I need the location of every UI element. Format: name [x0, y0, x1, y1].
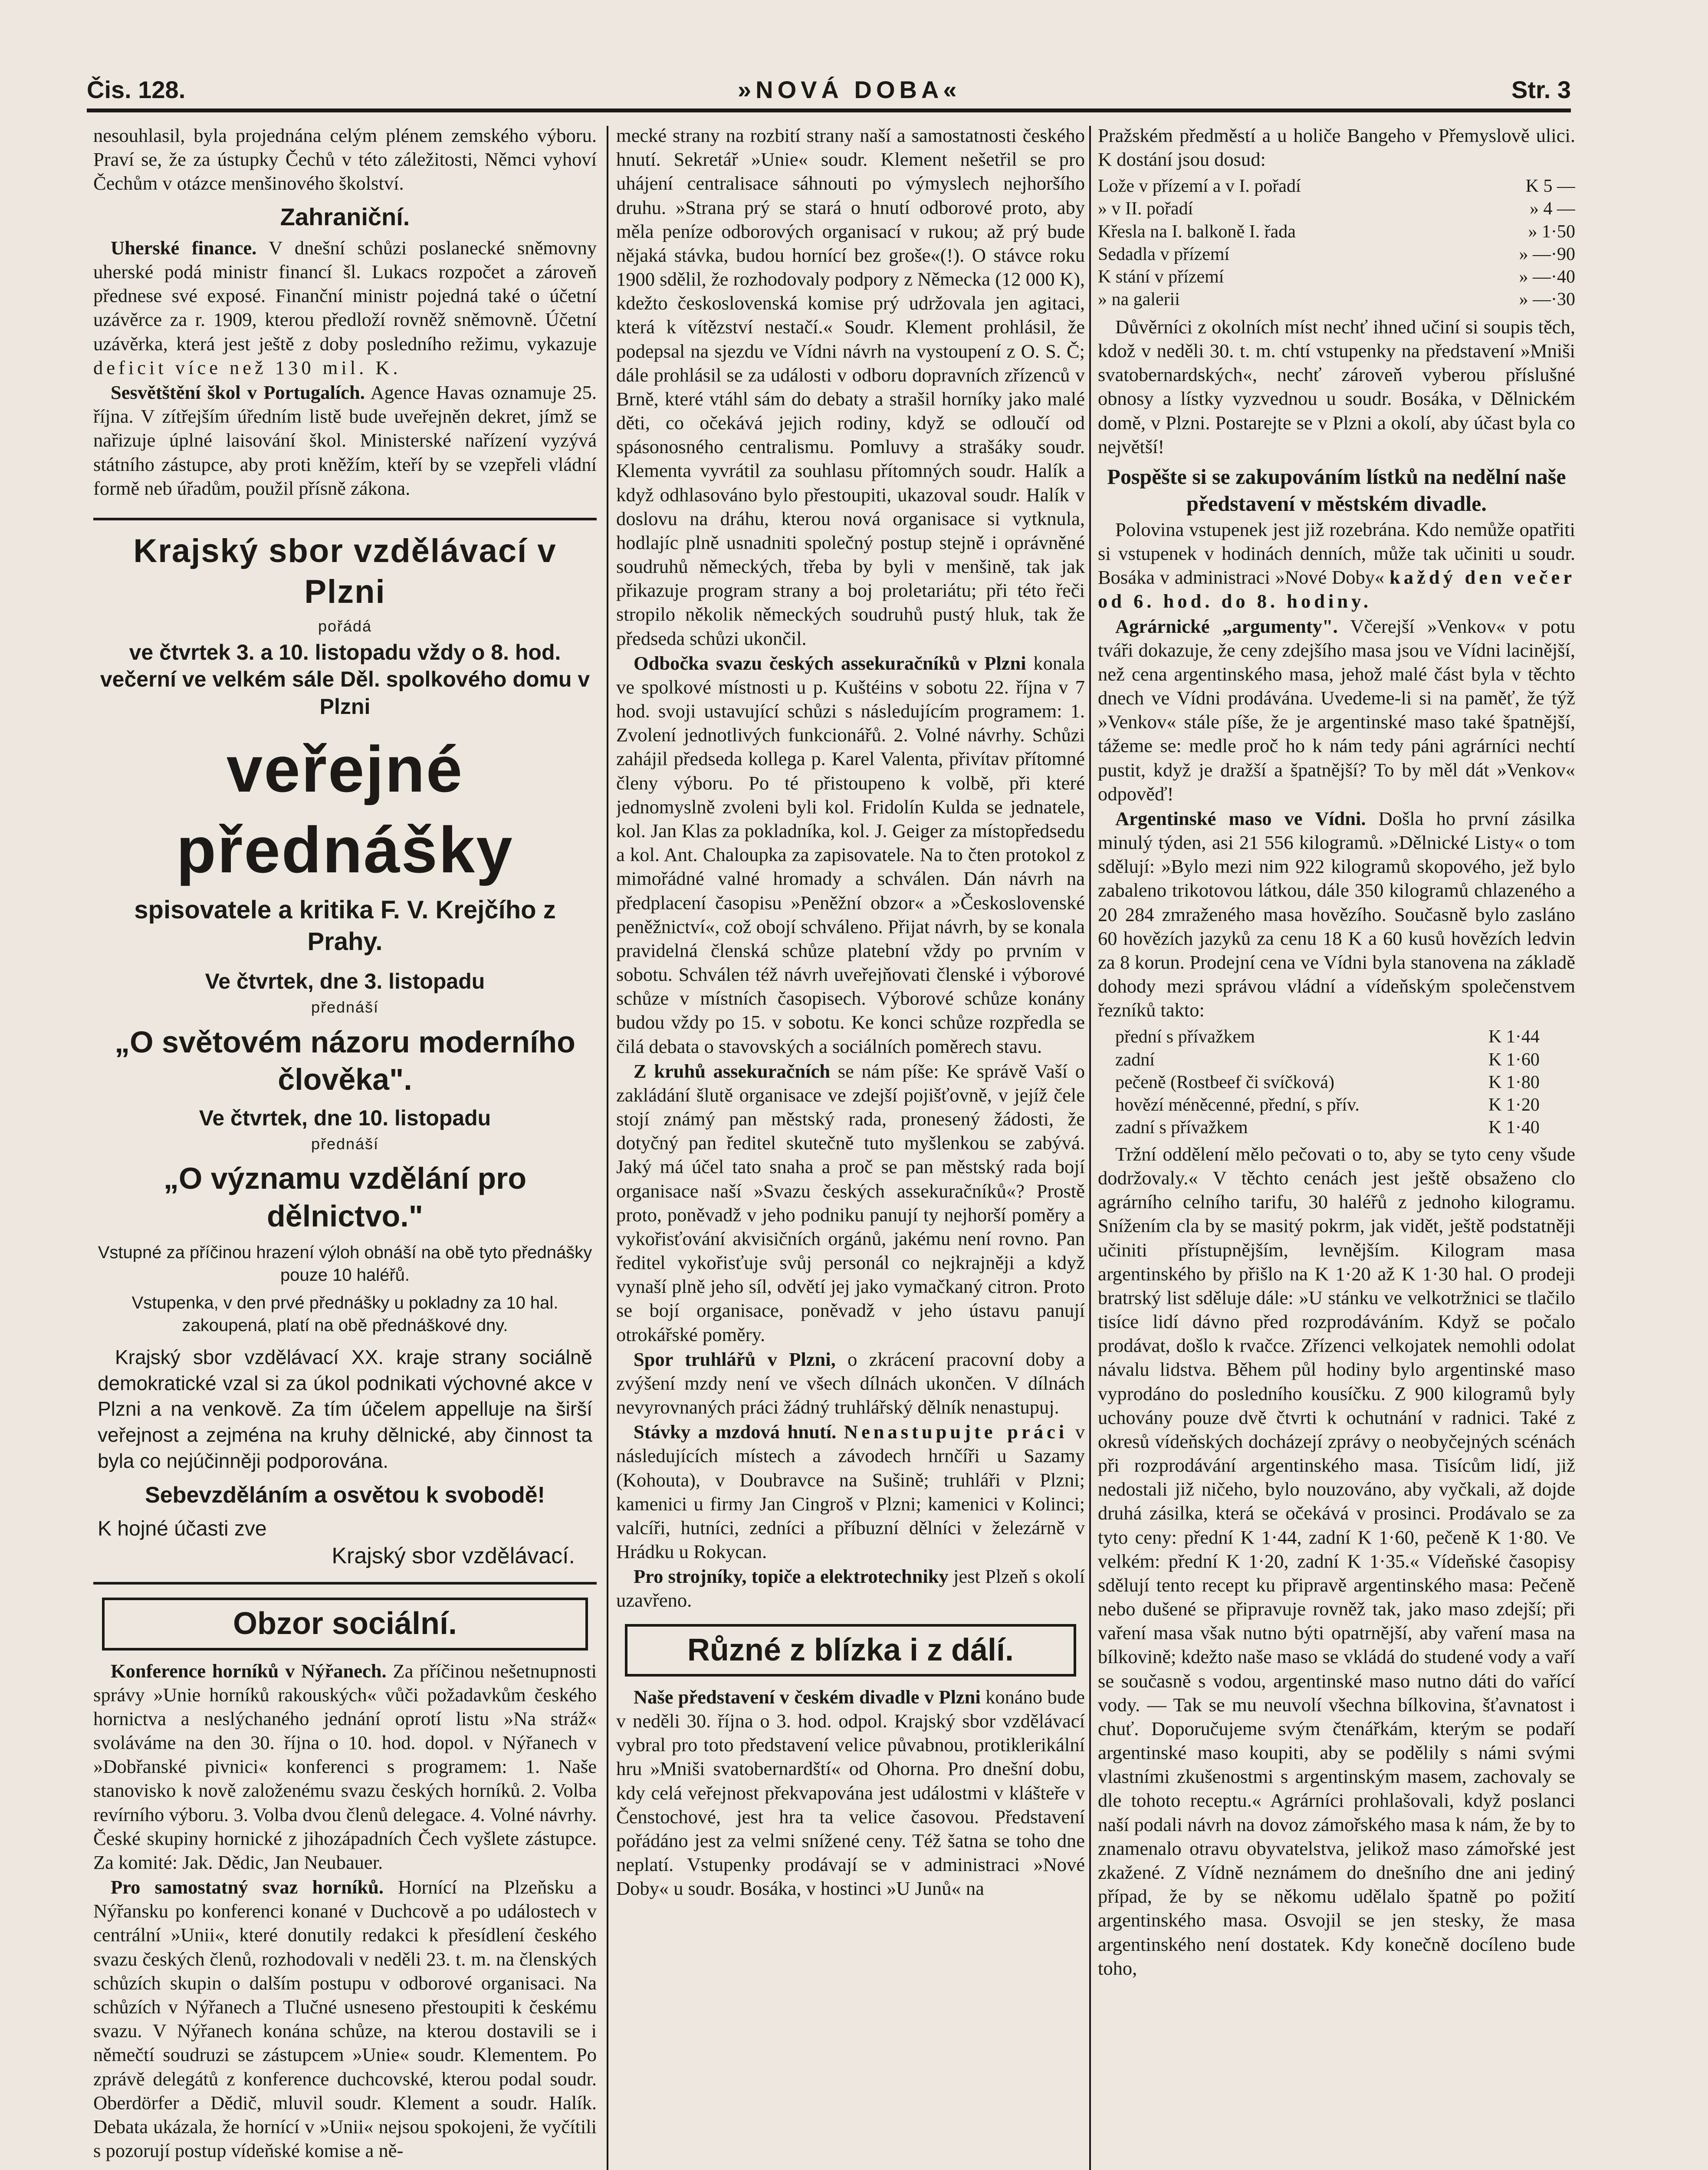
column-1 — [93, 124, 597, 2170]
ticket-price-row — [1098, 266, 1575, 288]
ticket-price-row — [1098, 243, 1575, 266]
page-header — [87, 69, 1571, 112]
section-title-ruzne: Různé z blízka i z dálí. — [625, 1624, 1076, 1677]
meat-price-row — [1098, 1116, 1575, 1139]
article-odbocka: Odbočka svazu českých assekuračníků v Plzni konala ve spolkové místnosti u p. Kuštéins v sobotu 22. října v 7 hod. svoji ustavující schůzi s následujícím programem: 1. Zvolení jednotlivých funkcionářů. 2. Volné návrhy. Schůzi zahájil předseda kollega p. Karel Valenta, přivítav přítomné členy výboru. Po té přistoupeno k volbě, při které jednomyslně zvoleni byli kol. Fridolín Kulda se jednatele, kol. Jan Klas za pokladníka, kol. J. Geiger za místopředsedu a kol. Ant. Chaloupka za zapisovatele. Na to čten protokol z mimořádné valné hromady a schválen. Dán návrh na předplacení časopisu »Peněžní obzor« a »Československé peněžnictví«, což obojí schváleno. Přijat návrh, by se konala pravidelná členská schůze platební vždy po prvním v sobotu. Schválen též návrh uveřejňovati členské i výborové schůze v místních časopisech. Výborové schůze konány budou vždy po 15. v sobotu. Ke konci schůze rozpředla se čilá debata o stavovských a sociálních poměrech stavu. — [616, 652, 1085, 1057]
article-heading: Pro samostatný svaz horníků. — [111, 1876, 384, 1898]
row-label: hovězí méněcenné, přední, s přív. — [1115, 1095, 1360, 1115]
row-label: Lože v přízemí a v I. pořadí — [1098, 176, 1301, 197]
article-kruhu: Z kruhů assekuračních se nám píše: Ke správě Vaší o zakládání šlutě organisace ve zdejší pojišťovně, v jejíž čele stojí známý pan městský rada, pronesený žádosti, že dotyčný pan ředitel skutečně tuto myšlenkou se zabývá. Jaký má účel tato snaha a proč se pan městský rada bojí organisace naší »Svazu českých assekuračníků«? Prostě proto, poněvadž v jeho podniku panují ty nejhorší poměry a vykořisťování akvisičních orgánů, jakému není rovno. Pan ředitel vykořisťuje svůj personál co nejkrajněji a když vynaší plně jeho síl, odvětí jej jako vymačkaný citron. Proto se bojí organisace, poněvadž v jeho ústavu panují otrokářské poměry. — [616, 1060, 1085, 1345]
section-title-zahranicni: Zahraniční. — [280, 203, 410, 230]
row-value: K 1·44 — [1488, 1027, 1540, 1047]
ad-day-2: Ve čtvrtek, dne 10. listopadu — [199, 1106, 491, 1131]
continuation-paragraph: mecké strany na rozbití strany naší a samostatnosti českého hnutí. Sekretář »Unie« soudr. Klement nešetřil se pro uhájení centralisace sáhnouti po výmyslech nejhoršího druhu. »Strana prý se stará o hnutí odborové proto, aby měla peníze odborových organisací v rukou; až prý bude nějaká stávka, budou hornící bez groše«(!). O stávce roku 1900 sdělil, že rozhodovaly podpory z Německa (12 000 K), kdežto československá komise prý udržovala jen agitaci, která k vítězství nestačí.« Soudr. Klement prohlásil, že podepsal na sjezdu ve Vídni návrh na vystoupení z O. S. Č; dále prohlásil se za události v odboru dopravních zřízenců v Brně, které vtáhl sám do debaty a strašil horníky jako malé děti, co očekává jejich rodiny, když se odloučí od spásonosného centralismu. Pomluvy a strašáky soudr. Klementa vyvrátil za souhlasu přítomných soudr. Halík a když odhlasováno bylo přestoupiti, ukazoval soudr. Halík v doslovu na dráhu, kterou nová organisace si vytknula, hodlajíc plně usnadniti společný postup stejně i oprávněné soudruhů německých, třeba by byli v menšině, tak jak přikazuje program strany a boj proletariátu; při této řeči stropilo několik německých soudruhů pustý hluk, tak že předseda schůzi ukončil. — [616, 125, 1085, 649]
ticket-price-row — [1098, 288, 1575, 311]
row-label: » v II. pořadí — [1098, 199, 1193, 219]
ticket-price-row — [1098, 175, 1575, 197]
ad-organizer: Krajský sbor vzdělávací v Plzni — [133, 532, 557, 611]
ad-body: Krajský sbor vzdělávací XX. kraje strany sociálně demokratické vzal si za úkol podnikati výchovné akce v Plzni a na venkově. Za tím účelem appelluje na širší veřejnost a zejména na kruhy dělnické, aby činnost ta byla co nejúčinněji podporována. — [98, 1345, 592, 1473]
stavky-label: Nenastupujte práci — [844, 1421, 1068, 1443]
ticket-price-row — [1098, 197, 1575, 220]
article-heading: Pro strojníky, topiče a elektrotechniky — [634, 1565, 949, 1588]
ad-porada: pořádá — [318, 617, 372, 635]
meat-price-row — [1098, 1049, 1575, 1071]
ad-tickets: Vstupenka, v den prvé přednášky u pokladny za 10 hal. zakoupená, platí na obě přednáškové dny. — [131, 1293, 558, 1335]
article-samostatny-svaz: Pro samostatný svaz horníků. Hornící na Plzeňsku a Nýřansku po konferenci konané v Duchcově a po událostech v centrální »Unii«, které donutily redakci k přesídlení českého svazu českých členů, rozhodovali v neděli 23. t. m. na členských schůzích skupin o dalším postupu v odborové organisaci. Na schůzích v Nýřanech a Tlučné usneseno přestoupiti k českému svazu. V Nýřanech konána schůze, na kterou dostavili se i němečtí soudruzi se zástupcem »Unie« soudr. Klementem. Po zprávě delegátů z konference duchcovské, kterou podal soudr. Oberdörfer a Dědič, mluvil soudr. Klement a soudr. Halík. Debata ukázala, že hornící v »Unii« nejsou spokojeni, že vyčítili s pozorují postup vídeňské komise a ně- — [93, 1876, 597, 2162]
ad-prednasi-2: přednáší — [311, 1134, 379, 1153]
row-value: » —·30 — [1519, 289, 1575, 309]
article-heading: Stávky a mzdová hnutí. — [634, 1421, 837, 1443]
column-3 — [1098, 124, 1575, 2170]
deficit-emphasis: deficit více než 130 mil. K. — [93, 356, 401, 378]
article-konference: Konference horníků v Nýřanech. Za příčinou nešetnupnosti správy »Unie horníků rakouských« vůči požadavkům českého hornictva a neslýchaného jednání oprotí listu »Na stráž« svoláváme na den 30. října o 10. hod. dopol. v Nýřanech v »Dobřanské pivnici« konferenci s programem: 1. Naše stanovisko k nově založenému svazu českých horníků. 2. Volba revírního výboru. 3. Volba dvou členů delegace. 4. Volné návrhy. České skupiny hornické z jihozápadních Čech vyšlete zástupce. Za komité: Jak. Dědic, Jan Neubauer. — [93, 1660, 597, 1873]
row-value: K 1·20 — [1488, 1095, 1540, 1115]
meat-price-row — [1098, 1094, 1575, 1116]
ad-day-1: Ve čtvrtek, dne 3. listopadu — [205, 969, 485, 994]
ad-prednasi-1: přednáší — [311, 998, 379, 1016]
ad-lecture-1: „O světovém názoru moderního člověka". — [115, 1025, 575, 1097]
article-uherske-finance: Uherské finance. V dnešní schůzi poslanecké sněmovny uherské podá ministr financí šl. Lukacs rozpočet a zároveň přednese své exposé. Finanční ministr pojedná také o účetní uzávěrce za r. 1909, kterou předloží rovněž sněmovně. Účetní uzávěrka, která jest ještě z doby posledního režimu, vykazuje deficit více než 130 mil. K. — [93, 237, 597, 378]
row-value: K 1·80 — [1488, 1072, 1540, 1092]
article-heading: Naše představení v českém divadle v Plzni — [634, 1686, 981, 1708]
meat-price-table — [1098, 1026, 1575, 1138]
row-label: Křesla na I. balkoně I. řada — [1098, 221, 1296, 242]
row-label: Sedadla v přízemí — [1098, 244, 1230, 264]
article-heading: Z kruhů assekuračních — [634, 1060, 831, 1082]
article-nase-predstaveni: Naše představení v českém divadle v Plzni konáno bude v neděli 30. října o 3. hod. odpol. Krajský sbor vzdělávací vybral pro toto představení velice půvabnou, protiklerikální hru »Mniši svatobernardští« od Ohorna. Pro dnešní dobu, kdy celá veřejnost překvapována jest událostmi v klášteře v Čenstochové, jest hra ta velice časovou. Představení pořádáno jest za velmi snížené ceny. Též šatna se toho dne neplatí. Vstupenky prodávají se v administraci »Nové Doby« u soudr. Bosáka, v hostinci »U Junů« na — [616, 1686, 1085, 1900]
row-value: » 4 — — [1530, 199, 1575, 219]
article-strojniky: Pro strojníky, topiče a elektrotechniky jest Plzeň s okolí uzavřeno. — [616, 1565, 1085, 1611]
row-value: » —·40 — [1519, 266, 1575, 287]
row-value: » 1·50 — [1528, 221, 1575, 242]
article-truhlaru: Spor truhlářů v Plzni, o zkrácení pracovní doby a zvýšení mzdy není ve všech dílnách ukončen. V dílnách nevyrovnaných práci žádný truhlářský dělník nenastupuj. — [616, 1348, 1085, 1418]
lecture-advertisement — [93, 518, 597, 1585]
ad-signature: Krajský sbor vzdělávací. — [332, 1543, 575, 1568]
ad-invite: K hojné účasti zve — [98, 1517, 267, 1541]
row-label: přední s přívažkem — [1115, 1027, 1255, 1047]
intro-paragraph: nesouhlasil, byla projednána celým plénem zemského výboru. Praví se, že za ústupky Čechů v této záležitosti, Němci vyhoví Čechům v otázce menšinového školství. — [93, 125, 597, 194]
article-heading: Spor truhlářů v Plzni, — [634, 1348, 836, 1370]
section-title-obzor: Obzor sociální. — [102, 1598, 588, 1650]
row-value: K 1·60 — [1488, 1049, 1540, 1070]
article-heading: Argentinské maso ve Vídni. — [1115, 807, 1366, 829]
meat-price-row — [1098, 1071, 1575, 1094]
paragraph-meat-continued: Tržní oddělení mělo pečovati o to, aby se tyto ceny všude dodržovaly.« V těchto cenách jest ještě obsaženo clo agrárního celního tarifu, 30 haléřů z jednoho kilogramu. Snížením cla by se masitý pokrm, jak vidět, ještě podstatněji učiniti přístupnějším, levnějším. Kilogram masa argentinského by přišlo na K 1·20 až K 1·30 hal. O prodeji bratrský list sděluje dále: »U stánku ve velkotržnici se tlačilo tisíce lidí dávno před rozprodáváním. Když se počalo prodávat, došlo k rvačce. Zřízenci velkojatek nemohli odolat návalu lidstva. Během půl hodiny bylo argentinské maso vyprodáno do posledního kousíčku. Z 900 kilogramů byly uchovány pouze dvě čtvrti k ochutnání v radnici. Také z okresů vídeňských docházejí zprávy o neobyčejných scénách při rozprodávání argentinského masa. Tisícům lidí, již nedostali již ničeho, bylo nouzováno, aby vyčkali, až dojde druhá zásilka, která se očekává v prosinci. Prodávalo se za tyto ceny: přední K 1·44, zadní K 1·60, pečeně K 1·80. Ve velkém: přední K 1·20, zadní K 1·35.« Vídeňské časopisy sdělují tento recept ku připravě argentinského masa: Pečeně nebo dušené se připravuje rovněž tak, jako maso zdejší; při vaření masa však nutno býti opatrnější, aby vaření masa na bílkovině; kdežto naše maso se vkládá do studené vody a vaří se současně s vodou, argentinské maso nutno dáti do vařící vody. — Tak se mu neuvolí všechna bílkovina, šťavnatost i chuť. Doporučujeme svým čtenářkám, kterým se podaří argentinské maso koupiti, aby se podělily s námi svými vlastními zkušenostmi s argentinským masem, zachovaly se dle tohoto receptu.« Agrárníci prohlašovali, když poslanci naší podali návrh na dovoz zámořského masa k nám, že by to znamenalo otravu obyvatelstva, jelikož maso zámořské jest zkažené. Z Vídně neznámem do dnešního dne ani jediný případ, že by se někomu udělalo špatně po požití argentinského masa. Osvojil se jen stesky, že masa argentinského není dostatek. Kdy konečně docíleno bude toho, — [1098, 1143, 1575, 1979]
row-label: » na galerii — [1098, 289, 1180, 309]
row-label: pečeně (Rostbeef či svíčková) — [1115, 1072, 1334, 1092]
article-argentinske-maso: Argentinské maso ve Vídni. Došla ho první zásilka minulý týden, asi 21 556 kilogramů. »Dělnické Listy« o tom sdělují: »Bylo mezi nim 922 kilogramů skopového, jež bylo zabaleno trikotovou látkou, dále 350 kilogramů chlazeného a 20 284 zmraženého masa hovězího. Současně bylo zasláno 60 hovězích jazyků za cenu 18 K a 60 kusů hovězích ledvin za 8 korun. Prodejní cena ve Vídni byla stanovena na základě dohody mezi správou vládní a vídeňským společenstvem řezníků takto: — [1098, 807, 1575, 1021]
newspaper-title: »NOVÁ DOBA« — [738, 76, 961, 103]
article-heading: Odbočka svazu českých assekuračníků v Plzni — [634, 652, 1026, 674]
article-heading: Sesvětštění škol v Portugalích. — [111, 381, 365, 403]
article-heading-pospeste: Pospěšte si se zakupováním lístků na nedělní naše představení v městském divadle. — [1107, 464, 1566, 516]
row-label: K stání v přízemí — [1098, 266, 1224, 287]
paragraph-duvernici: Důvěrníci z okolních míst nechť ihned učiní si soupis těch, kdož v neděli 30. t. m. chtí vstupenky na představení »Mniši svatobernardských«, nechť zároveň vyberou příslušné obnosy a lístky vyzvednou u soudr. Bosáka, v Dělnickém domě, v Plzni. Postarejte se v Plzni a okolí, aby účast byla co největší! — [1098, 316, 1575, 457]
article-portugal: Sesvětštění škol v Portugalích. Agence Havas oznamuje 25. října. V zítřejším úředním listě bude uveřejněn dekret, jímž se nařizuje úplné laisování škol. Ministerské nařízení vyzývá státního zástupce, aby proti kněžím, kteří by se vzepřeli vládní formě neb úřadům, použil přísně zákona. — [93, 381, 597, 499]
ad-entry-fee: Vstupné za příčinou hrazení výloh obnáší na obě tyto přednášky pouze 10 haléřů. — [98, 1243, 592, 1285]
ad-slogan: Sebevzděláním a osvětou k svobodě! — [145, 1482, 545, 1508]
article-heading: Konference horníků v Nýřanech. — [111, 1660, 387, 1682]
column-2 — [616, 124, 1085, 2170]
ad-dates: ve čtvrtek 3. a 10. listopadu vždy o 8. hod. večerní ve velkém sále Děl. spolkového domu v Plzni — [100, 640, 590, 719]
opening-hours: každý den večer od 6. hod. do 8. hodiny. — [1098, 566, 1575, 612]
ad-main-title: veřejné přednášky — [176, 733, 514, 887]
article-heading: Agrárnické „argumenty". — [1115, 615, 1338, 637]
continuation-paragraph: Pražském předměstí a u holiče Bangeho v Přemyslově ulici. K dostání jsou dosud: — [1098, 125, 1575, 171]
row-label: zadní s přívažkem — [1115, 1117, 1248, 1138]
article-heading: Uherské finance. — [111, 237, 257, 259]
article-pospeste: Polovina vstupenek jest již rozebrána. Kdo nemůže opatřiti si vstupenek v hodinách denních, může tak učiniti u soudr. Bosáka v administraci »Nové Doby« každý den večer od 6. hod. do 8. hodiny. — [1098, 518, 1575, 612]
row-label: zadní — [1115, 1049, 1155, 1070]
row-value: » —·90 — [1519, 244, 1575, 264]
ticket-price-table — [1098, 175, 1575, 310]
row-value: K 1·40 — [1488, 1117, 1540, 1138]
ticket-price-row — [1098, 220, 1575, 243]
meat-price-row — [1098, 1026, 1575, 1048]
column-rule-2 — [1089, 126, 1091, 2170]
column-rule-1 — [607, 126, 608, 2170]
row-value: K 5 — — [1525, 176, 1575, 197]
ad-lecture-2: „O významu vzdělání pro dělnictvo." — [163, 1161, 527, 1233]
page-number: Str. 3 — [1511, 76, 1571, 103]
article-agrarni: Agrárnické „argumenty". Včerejší »Venkov« v potu tváři dokazuje, že ceny zdejšího masa jsou ve Vídni lacinější, než cena argentinského masa, jehož malé část byla v těchto dnech ve Vídni prodávána. Uvedeme-li si na paměť, že týž »Venkov« stále píše, že je argentinské maso také špatnější, tážeme se: medle proč ho k nám tedy páni agrárníci nechtí pustit, když je dražší a špatnější? To by měl dát »Venkov« odpověď! — [1098, 615, 1575, 805]
ad-author: spisovatele a kritika F. V. Krejčího z Prahy. — [134, 896, 556, 956]
article-stavky: Stávky a mzdová hnutí. Nenastupujte práci v následujících místech a závodech hrnčíři u Sazamy (Kohouta), v Doubravce na Sušině; truhláři v Plzni; kamenici u firmy Jan Cingroš v Plzni; kamenici v Kolinci; valcíři, hutníci, zedníci a příbuzní dělníci v železárně v Hrádku u Rokycan. — [616, 1421, 1085, 1563]
issue-number: Čis. 128. — [87, 76, 186, 103]
